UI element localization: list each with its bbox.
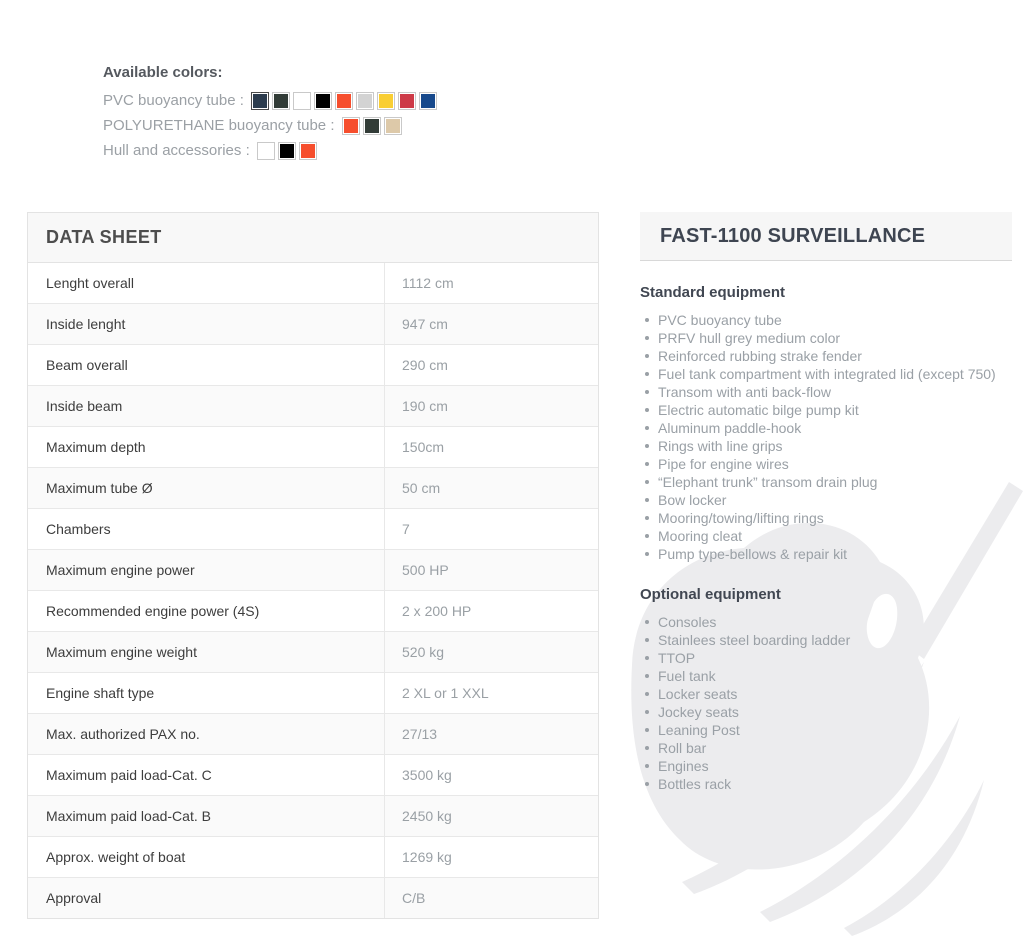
- product-panel: [640, 212, 1012, 793]
- spec-value: 50 cm: [402, 480, 441, 496]
- equipment-item: Roll bar: [640, 739, 1012, 757]
- spec-value: 2450 kg: [402, 808, 452, 824]
- data-sheet-row: [28, 796, 598, 837]
- product-title-band: [640, 212, 1012, 261]
- equipment-item: Stainlees steel boarding ladder: [640, 631, 1012, 649]
- white-color-swatch[interactable]: [257, 142, 275, 160]
- data-sheet-row: [28, 837, 598, 878]
- equipment-item: Electric automatic bilge pump kit: [640, 401, 1012, 419]
- color-row-label: Hull and accessories :: [103, 142, 250, 159]
- equipment-item: Reinforced rubbing strake fender: [640, 347, 1012, 365]
- equipment-item: Engines: [640, 757, 1012, 775]
- spec-label: Inside lenght: [28, 304, 385, 344]
- data-sheet-row: [28, 550, 598, 591]
- spec-label: Maximum paid load-Cat. B: [28, 796, 385, 836]
- data-sheet-row: [28, 427, 598, 468]
- blue-color-swatch[interactable]: [419, 92, 437, 110]
- data-sheet-header: [28, 213, 598, 263]
- orange-color-swatch[interactable]: [299, 142, 317, 160]
- equipment-item: PVC buoyancy tube: [640, 311, 1012, 329]
- navy-color-swatch[interactable]: [251, 92, 269, 110]
- spec-value: 3500 kg: [402, 767, 452, 783]
- spec-label: Maximum engine weight: [28, 632, 385, 672]
- product-title: FAST-1100 SURVEILLANCE: [660, 224, 926, 247]
- color-option-row: [103, 90, 437, 111]
- equipment-item: Mooring/towing/lifting rings: [640, 509, 1012, 527]
- color-swatches: [251, 92, 437, 110]
- charcoal-green-color-swatch[interactable]: [272, 92, 290, 110]
- black-color-swatch[interactable]: [314, 92, 332, 110]
- color-option-row: [103, 115, 437, 136]
- equipment-item: Bow locker: [640, 491, 1012, 509]
- color-row-label: PVC buoyancy tube :: [103, 92, 244, 109]
- equipment-item: Pump type-bellows & repair kit: [640, 545, 1012, 563]
- orange-color-swatch[interactable]: [342, 117, 360, 135]
- yellow-color-swatch[interactable]: [377, 92, 395, 110]
- data-sheet-row: [28, 509, 598, 550]
- spec-label: Engine shaft type: [28, 673, 385, 713]
- equipment-item: Consoles: [640, 613, 1012, 631]
- equipment-item: Leaning Post: [640, 721, 1012, 739]
- black-color-swatch[interactable]: [278, 142, 296, 160]
- spec-label: Chambers: [28, 509, 385, 549]
- spec-label: Maximum depth: [28, 427, 385, 467]
- color-swatches: [342, 117, 402, 135]
- spec-value: 2 XL or 1 XXL: [402, 685, 489, 701]
- data-sheet-table: [27, 212, 599, 919]
- equipment-item: Mooring cleat: [640, 527, 1012, 545]
- available-colors-title: Available colors:: [103, 64, 223, 81]
- color-swatches: [257, 142, 317, 160]
- data-sheet-row: [28, 263, 598, 304]
- light-gray-color-swatch[interactable]: [356, 92, 374, 110]
- spec-value: 947 cm: [402, 316, 448, 332]
- spec-label: Maximum paid load-Cat. C: [28, 755, 385, 795]
- data-sheet-rows: [28, 263, 598, 918]
- spec-value: 1112 cm: [402, 275, 454, 291]
- data-sheet-row: [28, 345, 598, 386]
- standard-equipment-heading: Standard equipment: [640, 284, 786, 301]
- equipment-item: “Elephant trunk” transom drain plug: [640, 473, 1012, 491]
- spec-value: 190 cm: [402, 398, 448, 414]
- color-row-label: POLYURETHANE buoyancy tube :: [103, 117, 335, 134]
- optional-equipment-list: [640, 613, 1012, 793]
- beige-color-swatch[interactable]: [384, 117, 402, 135]
- equipment-item: Fuel tank: [640, 667, 1012, 685]
- data-sheet-row: [28, 632, 598, 673]
- spec-label: Beam overall: [28, 345, 385, 385]
- data-sheet-row: [28, 755, 598, 796]
- data-sheet-row: [28, 714, 598, 755]
- color-rows: [103, 90, 437, 161]
- spec-value: 1269 kg: [402, 849, 452, 865]
- standard-equipment-list: [640, 311, 1012, 563]
- equipment-item: Pipe for engine wires: [640, 455, 1012, 473]
- spec-value: 500 HP: [402, 562, 449, 578]
- data-sheet-title: DATA SHEET: [46, 227, 162, 247]
- orange-color-swatch[interactable]: [335, 92, 353, 110]
- available-colors-section: [103, 64, 437, 165]
- data-sheet-row: [28, 878, 598, 918]
- color-option-row: [103, 140, 437, 161]
- data-sheet-row: [28, 304, 598, 345]
- spec-value: 290 cm: [402, 357, 448, 373]
- data-sheet-row: [28, 468, 598, 509]
- spec-label: Approval: [28, 878, 385, 918]
- spec-value: 520 kg: [402, 644, 445, 660]
- red-color-swatch[interactable]: [398, 92, 416, 110]
- spec-label: Max. authorized PAX no.: [28, 714, 385, 754]
- spec-value: 2 x 200 HP: [402, 603, 472, 619]
- equipment-item: PRFV hull grey medium color: [640, 329, 1012, 347]
- equipment-item: Rings with line grips: [640, 437, 1012, 455]
- equipment-item: Transom with anti back-flow: [640, 383, 1012, 401]
- optional-equipment-heading: Optional equipment: [640, 586, 781, 603]
- spec-value: 150cm: [402, 439, 445, 455]
- equipment-item: Locker seats: [640, 685, 1012, 703]
- spec-label: Approx. weight of boat: [28, 837, 385, 877]
- spec-label: Maximum tube Ø: [28, 468, 385, 508]
- spec-label: Maximum engine power: [28, 550, 385, 590]
- spec-value: 7: [402, 521, 410, 537]
- spec-label: Lenght overall: [28, 263, 385, 303]
- data-sheet-row: [28, 591, 598, 632]
- equipment-item: Jockey seats: [640, 703, 1012, 721]
- spec-label: Inside beam: [28, 386, 385, 426]
- charcoal-green-color-swatch[interactable]: [363, 117, 381, 135]
- equipment-item: Bottles rack: [640, 775, 1012, 793]
- equipment-item: TTOP: [640, 649, 1012, 667]
- spec-value: 27/13: [402, 726, 438, 742]
- spec-value: C/B: [402, 890, 426, 906]
- data-sheet-row: [28, 386, 598, 427]
- equipment-item: Fuel tank compartment with integrated lid (except 750): [640, 365, 1012, 383]
- equipment-item: Aluminum paddle-hook: [640, 419, 1012, 437]
- spec-label: Recommended engine power (4S): [28, 591, 385, 631]
- data-sheet-row: [28, 673, 598, 714]
- white-color-swatch[interactable]: [293, 92, 311, 110]
